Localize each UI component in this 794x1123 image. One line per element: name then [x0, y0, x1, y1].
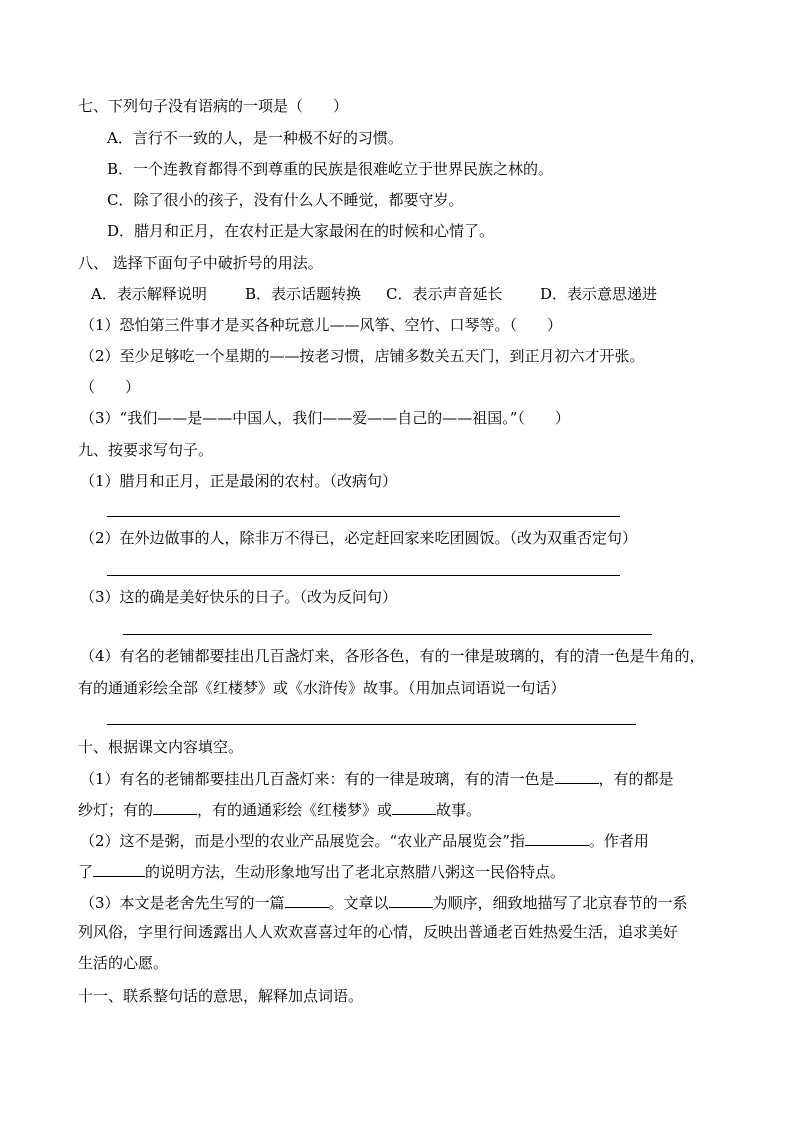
question-9-item-3: （3）这的确是美好快乐的日子。（改为反问句）: [80, 588, 398, 606]
question-11-title: 十一、联系整句话的意思，解释加点词语。: [78, 987, 364, 1005]
question-8-item-2-answer: （ ）: [80, 378, 141, 396]
question-10-item-3-line-1: （3）本文是老舍先生写的一篇 。文章以 为顺序，细致地描写了北京春节的一系: [80, 891, 688, 913]
question-10-item-2-line-2: 了 的说明方法，生动形象地写出了老北京熬腊八粥这一民俗特点。: [78, 860, 565, 882]
question-8-choice-b: B．表示话题转换: [245, 285, 362, 303]
question-8-choice-a: A．表示解释说明: [91, 285, 207, 303]
blank-10-1-c[interactable]: [392, 798, 436, 815]
question-9-item-4-line-2: 有的通通彩绘全部《红楼梦》或《水浒传》故事。（用加点词语说一句话）: [78, 679, 566, 697]
question-8-title: 八、 选择下面句子中破折号的用法。: [78, 254, 323, 272]
answer-line-9-3[interactable]: [123, 634, 652, 635]
question-7-option-c: C．除了很小的孩子，没有什么人不睡觉，都要守岁。: [107, 191, 464, 209]
question-9-item-2: （2）在外边做事的人，除非万不得已，必定赶回家来吃团圆饭。（改为双重否定句）: [80, 529, 638, 547]
answer-line-9-1[interactable]: [107, 516, 620, 517]
question-8-item-1: （1）恐怕第三件事才是买各种玩意儿——风筝、空竹、口琴等。（ ）: [80, 316, 563, 334]
question-10-item-3-line-3: 生活的心愿。: [78, 954, 169, 972]
blank-10-3-a[interactable]: [285, 891, 329, 908]
blank-10-1-a[interactable]: [555, 767, 599, 784]
question-7-option-a: A．言行不一致的人，是一种极不好的习惯。: [107, 129, 403, 147]
question-7-option-b: B．一个连教育都得不到尊重的民族是很难屹立于世界民族之林的。: [107, 160, 554, 178]
question-10-title: 十、根据课文内容填空。: [78, 738, 244, 756]
question-10-item-1-line-1: （1）有名的老铺都要挂出几百盏灯来：有的一律是玻璃，有的清一色是 ，有的都是: [80, 767, 674, 789]
blank-10-2-a[interactable]: [525, 829, 589, 846]
question-9-item-4-line-1: （4）有名的老铺都要挂出几百盏灯来，各形各色，有的一律是玻璃的，有的清一色是牛角的，: [80, 647, 705, 665]
question-10-item-2-line-1: （2）这不是粥，而是小型的农业产品展览会。“农业产品展览会”指 。作者用: [80, 829, 649, 851]
blank-10-3-b[interactable]: [389, 891, 433, 908]
question-7-title: 七、下列句子没有语病的一项是（ ）: [78, 97, 349, 115]
question-8-item-2: （2）至少足够吃一个星期的——按老习惯，店铺多数关五天门，到正月初六才开张。: [80, 347, 645, 365]
question-7-option-d: D．腊月和正月，在农村正是大家最闲在的时候和心情了。: [107, 222, 495, 240]
blank-10-1-b[interactable]: [153, 798, 197, 815]
answer-line-9-2[interactable]: [107, 575, 620, 576]
question-10-item-1-line-2: 纱灯；有的 ，有的通通彩绘《红楼梦》或 故事。: [78, 798, 481, 820]
blank-10-2-b[interactable]: [93, 860, 145, 877]
question-8-item-3: （3）“我们——是——中国人，我们——爱——自己的——祖国。”（ ）: [80, 409, 570, 427]
question-10-item-3-line-2: 列风俗，字里行间透露出人人欢欢喜喜过年的心情，反映出普通老百姓热爱生活，追求美好: [78, 923, 679, 941]
question-8-choice-d: D．表示意思递进: [540, 285, 658, 303]
answer-line-9-4[interactable]: [107, 724, 636, 725]
question-8-choice-c: C．表示声音延长: [386, 285, 503, 303]
question-9-item-1: （1）腊月和正月，正是最闲的农村。（改病句）: [80, 472, 398, 490]
question-9-title: 九、按要求写句子。: [78, 441, 214, 459]
